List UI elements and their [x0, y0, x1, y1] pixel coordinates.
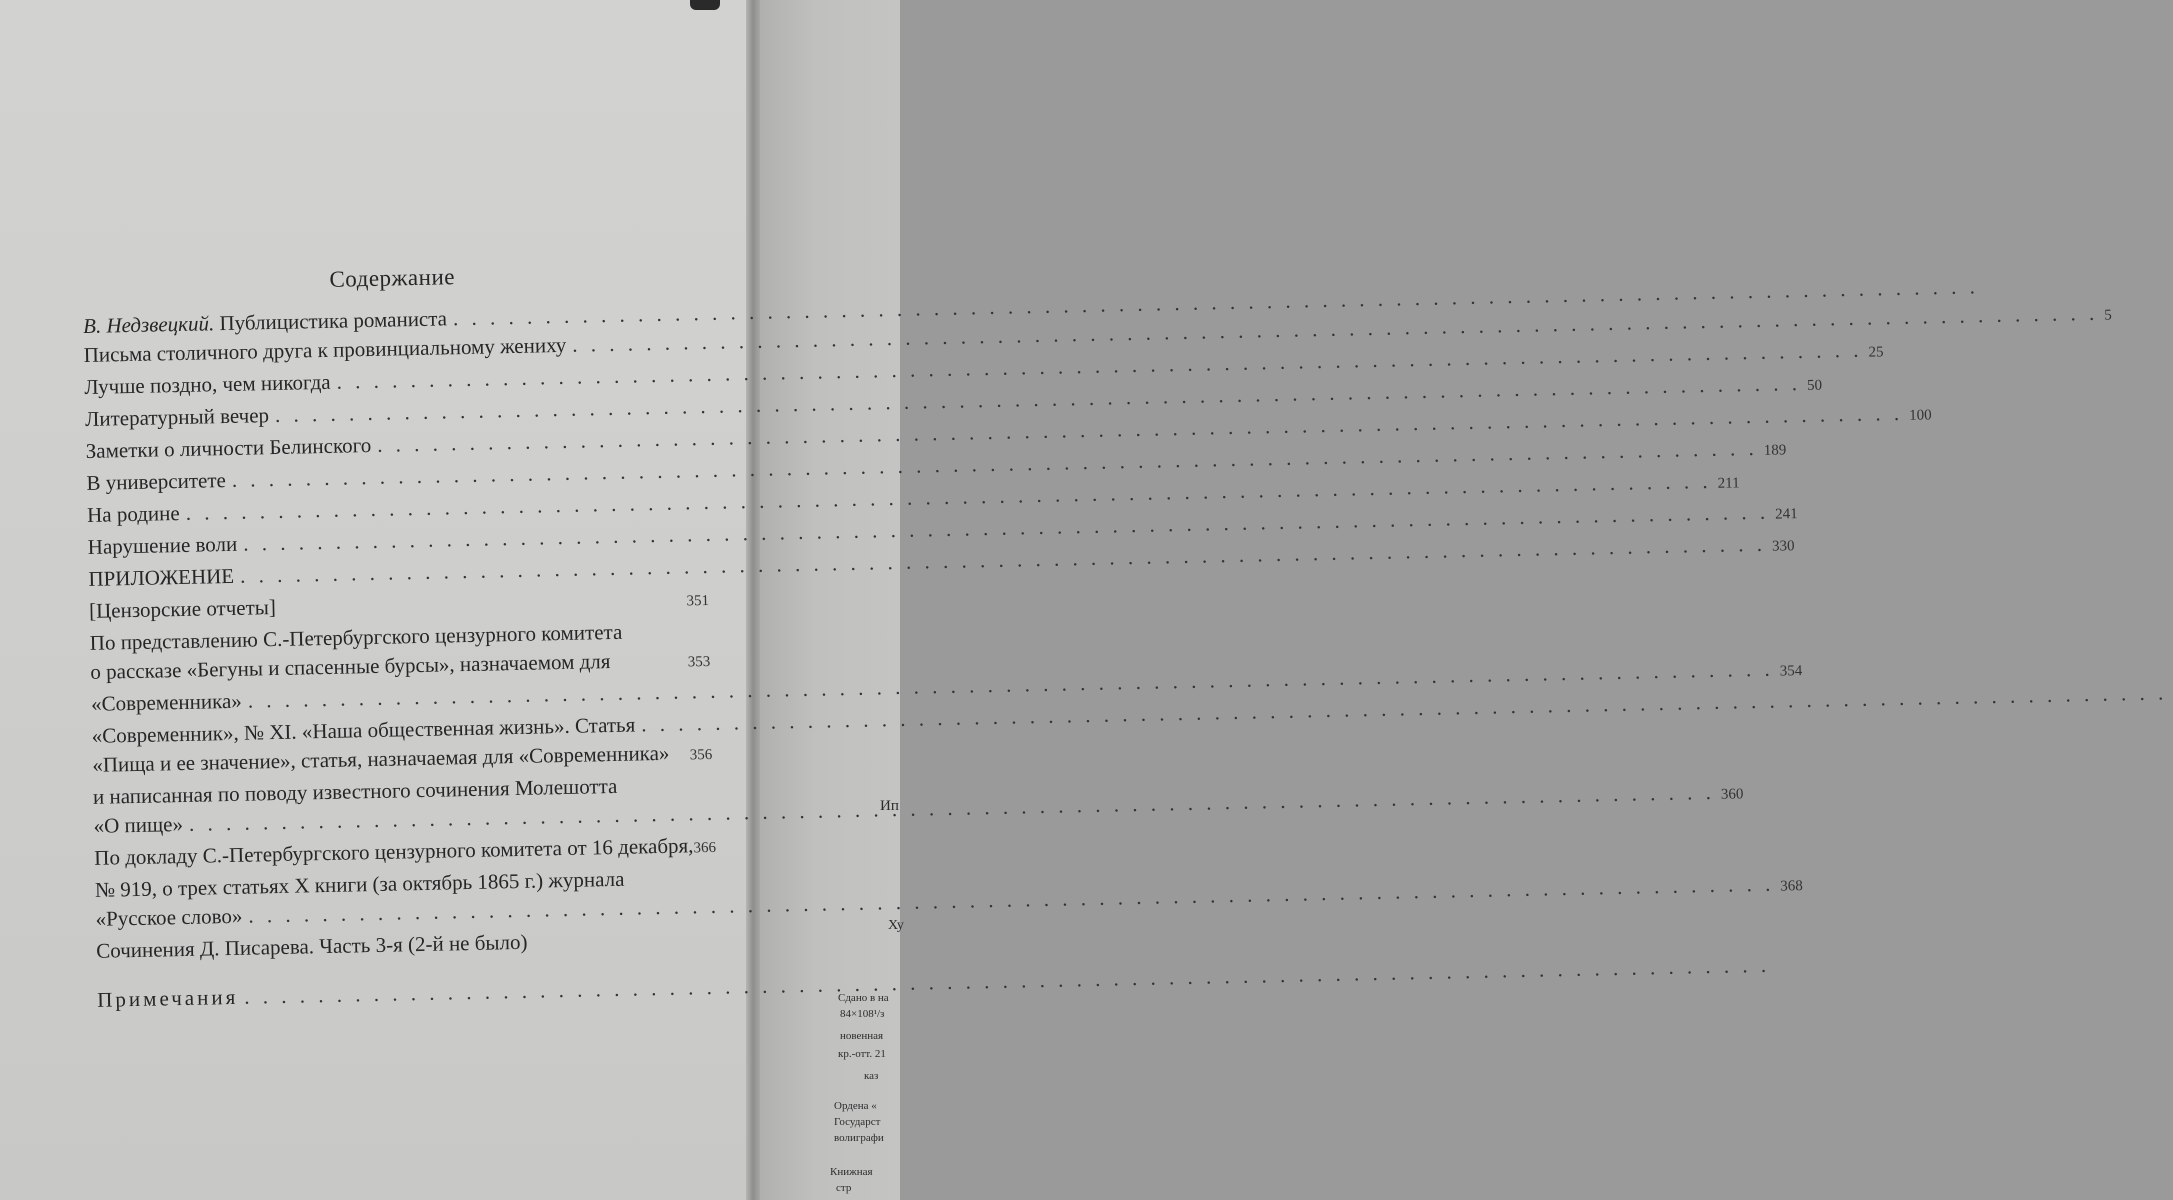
right-page: [760, 0, 904, 1200]
entry-page: 368: [1780, 878, 1804, 895]
entry-page: 100: [1908, 407, 1932, 424]
entry-title: Литературный вечер: [84, 403, 270, 431]
right-page-fragment: стр: [836, 1182, 852, 1194]
censor-line: «О пище» . . . 360: [93, 799, 714, 844]
entry-title: Нарушение воли: [87, 531, 238, 559]
entry-title: Письма столичного друга к провинциальному жениху: [83, 332, 567, 367]
toc-title: Содержание: [329, 264, 456, 292]
censor-line: о рассказе «Бегуны и спасенные бурсы», назначаемом для 353: [90, 649, 711, 684]
right-page-fragment: новенная: [840, 1030, 884, 1042]
right-page-fragment: Ху: [888, 918, 904, 933]
entry-page: 360: [1720, 786, 1744, 803]
entry-page: 354: [1779, 663, 1803, 680]
entry-page: 353: [687, 653, 711, 671]
censor-line: Сочинения Д. Писарева. Часть 3-я (2-й не было): [95, 929, 528, 963]
censor-line: и написанная по поводу известного сочинения Молешотта: [92, 773, 618, 809]
entry-page: 25: [1868, 344, 1884, 361]
entry-page: 241: [1775, 506, 1798, 523]
right-page-fragment: кр.-отт. 21: [838, 1048, 886, 1060]
censor-line: По представлению С.-Петербургского цензурного комитета: [89, 619, 623, 655]
entry-title: Лучше поздно, чем никогда: [84, 369, 331, 399]
censor-line: По докладу С.-Петербургского цензурного комитета от 16 декабря, 366: [94, 833, 717, 870]
entry-author: В. Недзвецкий.: [82, 311, 215, 338]
entry-title: На родине: [86, 501, 180, 527]
entry-page: 5: [2104, 307, 2112, 324]
entry-page: 356: [689, 746, 713, 764]
entry-title: В университете: [86, 468, 227, 495]
right-page-fragment: Сдано в на: [838, 992, 889, 1004]
censor-line: № 919, о трех статьях X книги (за октябрь 1865 г.) журнала: [94, 866, 625, 902]
entry-title: Публицистика романиста: [219, 306, 448, 336]
entry-page: 351: [686, 592, 710, 610]
entry-page: 211: [1717, 475, 1740, 492]
book-gutter: [746, 0, 760, 1200]
entry-page: 366: [693, 839, 717, 857]
censor-line: «Русское слово» . . . 368: [95, 892, 716, 937]
right-page-fragment: волиграфи: [834, 1132, 884, 1144]
entry-title: Заметки о личности Белинского: [85, 432, 372, 463]
entry-page: 189: [1763, 442, 1787, 459]
censor-line: «Современник», № XI. «Наша общественная жизнь». Статья . . .: [91, 709, 711, 751]
censor-line: «Пища и ее значение», статья, назначаемая для «Современника» 356: [92, 740, 713, 777]
entry-page: 330: [1771, 538, 1795, 555]
page-edge-shadow: [690, 0, 720, 10]
right-page-fragment: Государст: [834, 1116, 881, 1128]
right-page-fragment: Ордена «: [834, 1100, 877, 1112]
entry-page: 50: [1806, 377, 1823, 394]
right-page-fragment: Ип: [880, 798, 899, 814]
entry-title: ПРИЛОЖЕНИЕ: [88, 563, 235, 591]
censor-line: «Современника» . . . 354: [91, 677, 712, 722]
notes-title: Примечания: [96, 984, 239, 1012]
right-page-fragment: 84×108¹/з: [840, 1008, 885, 1020]
right-page-fragment: Книжная: [830, 1166, 873, 1178]
right-page-fragment: каз: [864, 1070, 879, 1082]
censor-heading: [Цензорские отчеты]: [88, 595, 277, 623]
